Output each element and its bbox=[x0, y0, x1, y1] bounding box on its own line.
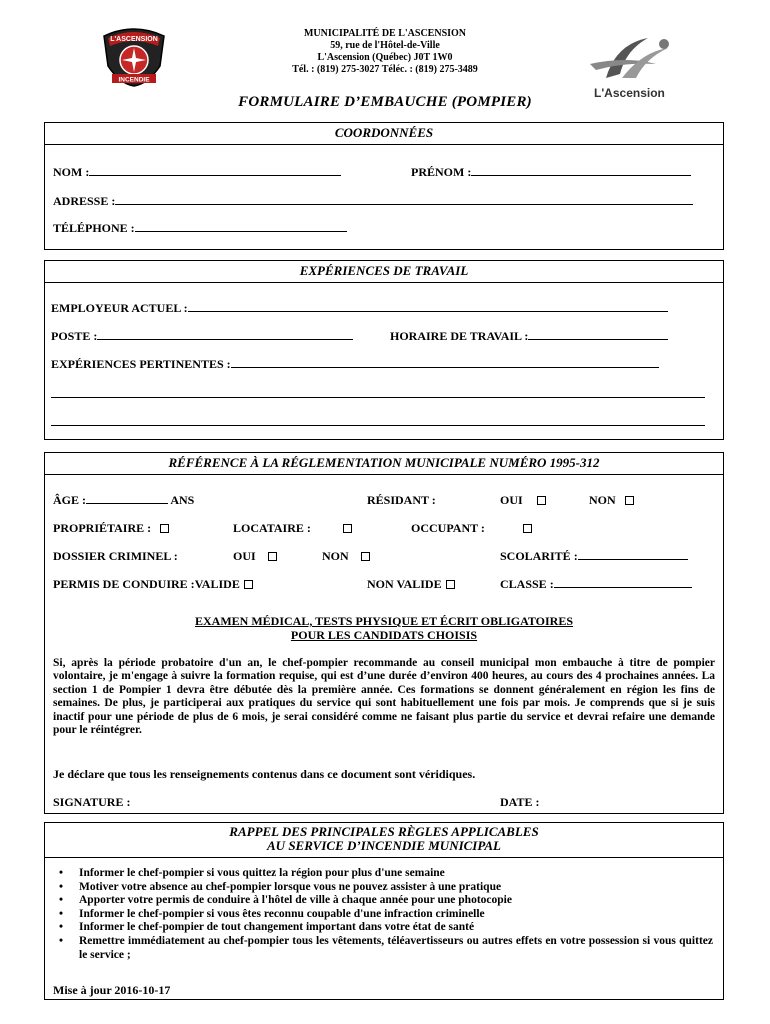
commitment-paragraph: Si, après la période probatoire d'un an, le chef-pompier recommande au conseil municipal mon embauche à titre de pompier volontaire, je m'engage à suivre la formation requise, qui est d’une durée d’environ 400 heures, au cours des 4 prochaines années. La section 1 de Pompier 1 devra être débutée dès la première année. Ces formations se donnent généralement en région les fins de semaines. De plus, je participerai aux pratiques du service qui sont habituellement une fois par mois. Je comprends que si je suis inactif pour une période de plus de 6 mois, je serai considéré comme ne faisant plus partie du service et devrai refaire une demande pour le réintégrer. bbox=[53, 657, 715, 737]
residant-oui-checkbox[interactable] bbox=[537, 496, 546, 505]
permis-non-valide-label: NON VALIDE bbox=[367, 577, 442, 591]
proprietaire-option bbox=[53, 521, 169, 536]
poste-field-row bbox=[51, 329, 353, 344]
update-date: Mise à jour 2016-10-17 bbox=[53, 983, 171, 997]
municipality-name: MUNICIPALITÉ DE L'ASCENSION bbox=[303, 28, 467, 39]
residant-non-option bbox=[589, 493, 634, 508]
classe-label: CLASSE : bbox=[500, 577, 554, 591]
logo-right-text: L'Ascension bbox=[594, 86, 665, 100]
locataire-option bbox=[233, 521, 352, 536]
poste-label: POSTE : bbox=[51, 329, 98, 343]
prenom-field-row bbox=[411, 165, 691, 180]
rules-heading-line-2: AU SERVICE D’INCENDIE MUNICIPAL bbox=[267, 838, 501, 853]
list-item: • Informer le chef-pompier de tout changement important dans votre état de santé bbox=[59, 921, 713, 935]
residant-label: RÉSIDANT : bbox=[367, 493, 436, 507]
list-item: • Informer le chef-pompier si vous quittez la région pour plus d'une semaine bbox=[59, 867, 713, 881]
permis-row bbox=[53, 577, 253, 592]
adresse-input-line[interactable] bbox=[115, 194, 693, 205]
dossier-oui-label: OUI bbox=[233, 549, 256, 563]
age-input-line[interactable] bbox=[86, 493, 168, 504]
classe-field-row bbox=[500, 577, 692, 592]
dossier-oui-checkbox[interactable] bbox=[268, 552, 277, 561]
horaire-input-line[interactable] bbox=[528, 329, 668, 340]
rules-reminder-heading bbox=[45, 823, 723, 858]
phone-fax: Tél. : (819) 275-3027 Téléc. : (819) 275-3489 bbox=[292, 64, 478, 75]
telephone-field-row bbox=[53, 221, 347, 236]
proprietaire-checkbox[interactable] bbox=[160, 524, 169, 533]
dossier-non-option bbox=[322, 549, 370, 564]
city-address: L'Ascension (Québec) J0T 1W0 bbox=[317, 52, 453, 63]
exam-title-line-2: POUR LES CANDIDATS CHOISIS bbox=[290, 628, 478, 642]
permis-label: PERMIS DE CONDUIRE : bbox=[53, 577, 195, 591]
municipality-address bbox=[240, 28, 530, 76]
work-experience-heading: EXPÉRIENCES DE TRAVAIL bbox=[45, 261, 723, 283]
age-label: ÂGE : bbox=[53, 493, 86, 507]
pertinentes-field-row bbox=[51, 357, 659, 372]
occupant-option bbox=[411, 521, 532, 536]
list-item: • Apporter votre permis de conduire à l'hôtel de ville à chaque année pour une photocopie bbox=[59, 894, 713, 908]
employeur-input-line[interactable] bbox=[188, 301, 668, 312]
rules-list bbox=[59, 867, 713, 962]
telephone-label: TÉLÉPHONE : bbox=[53, 221, 135, 235]
date-label: DATE : bbox=[500, 795, 540, 809]
horaire-label: HORAIRE DE TRAVAIL : bbox=[390, 329, 529, 343]
permis-valide-checkbox[interactable] bbox=[244, 580, 253, 589]
residant-oui-option bbox=[500, 493, 546, 508]
employeur-label: EMPLOYEUR ACTUEL : bbox=[51, 301, 188, 315]
dossier-non-label: NON bbox=[322, 549, 349, 563]
prenom-label: PRÉNOM : bbox=[411, 165, 472, 179]
street-address: 59, rue de l'Hôtel-de-Ville bbox=[330, 40, 440, 51]
form-title: FORMULAIRE D’EMBAUCHE (POMPIER) bbox=[238, 94, 532, 110]
residant-oui-label: OUI bbox=[500, 493, 523, 507]
letterhead bbox=[0, 22, 770, 100]
rules-heading-line-1: RAPPEL DES PRINCIPALES RÈGLES APPLICABLES bbox=[229, 824, 539, 839]
permis-non-valide-checkbox[interactable] bbox=[446, 580, 455, 589]
residant-non-label: NON bbox=[589, 493, 616, 507]
exam-title-line-1: EXAMEN MÉDICAL, TESTS PHYSIQUE ET ÉCRIT OBLIGATOIRES bbox=[195, 614, 573, 628]
permis-non-valide-option bbox=[367, 577, 455, 592]
dossier-oui-option bbox=[233, 549, 277, 564]
nom-field-row bbox=[53, 165, 341, 180]
age-field-row bbox=[53, 493, 194, 508]
dossier-label: DOSSIER CRIMINEL : bbox=[53, 549, 178, 563]
nom-input-line[interactable] bbox=[89, 165, 341, 176]
contact-info-section bbox=[44, 122, 724, 250]
pertinentes-label: EXPÉRIENCES PERTINENTES : bbox=[51, 357, 231, 371]
signature-label: SIGNATURE : bbox=[53, 795, 131, 809]
adresse-field-row bbox=[53, 194, 693, 209]
adresse-label: ADRESSE : bbox=[53, 194, 116, 208]
logo-left-top-text: L'ASCENSION bbox=[110, 36, 158, 43]
logo-left-bottom-text: INCENDIE bbox=[118, 76, 150, 84]
occupant-label: OCCUPANT : bbox=[411, 521, 485, 535]
fire-department-badge-logo bbox=[98, 26, 170, 88]
nom-label: NOM : bbox=[53, 165, 90, 179]
dossier-non-checkbox[interactable] bbox=[361, 552, 370, 561]
pertinentes-extra-line-1[interactable] bbox=[51, 397, 705, 398]
proprietaire-label: PROPRIÉTAIRE : bbox=[53, 521, 152, 535]
residant-row bbox=[367, 493, 436, 508]
locataire-checkbox[interactable] bbox=[343, 524, 352, 533]
list-item: • Motiver votre absence au chef-pompier lorsque vous ne pouvez assister à une pratique bbox=[59, 881, 713, 895]
scolarite-field-row bbox=[500, 549, 688, 564]
list-item: • Informer le chef-pompier si vous êtes reconnu coupable d'une infraction criminelle bbox=[59, 908, 713, 922]
horaire-field-row bbox=[390, 329, 668, 344]
rules-reminder-section bbox=[44, 822, 724, 1000]
list-item: • Remettre immédiatement au chef-pompier tous les vêtements, téléavertisseurs ou autres effets en votre possession si vous quittez le service ; bbox=[59, 935, 713, 962]
dossier-criminel-row bbox=[53, 549, 178, 564]
work-experience-section bbox=[44, 260, 724, 440]
locataire-label: LOCATAIRE : bbox=[233, 521, 311, 535]
prenom-input-line[interactable] bbox=[471, 165, 691, 176]
occupant-checkbox[interactable] bbox=[523, 524, 532, 533]
ans-label: ANS bbox=[170, 493, 195, 507]
regulation-reference-heading: RÉFÉRENCE À LA RÉGLEMENTATION MUNICIPALE NUMÉRO 1995-312 bbox=[45, 453, 723, 475]
contact-info-heading: COORDONNÉES bbox=[45, 123, 723, 145]
permis-valide-label: VALIDE bbox=[194, 577, 240, 591]
employeur-field-row bbox=[51, 301, 668, 316]
declaration-text: Je déclare que tous les renseignements contenus dans ce document sont véridiques. bbox=[53, 767, 476, 781]
poste-input-line[interactable] bbox=[97, 329, 353, 340]
scolarite-input-line[interactable] bbox=[578, 549, 688, 560]
telephone-input-line[interactable] bbox=[135, 221, 347, 232]
regulation-reference-section bbox=[44, 452, 724, 814]
pertinentes-input-line[interactable] bbox=[231, 357, 659, 368]
residant-non-checkbox[interactable] bbox=[625, 496, 634, 505]
pertinentes-extra-line-2[interactable] bbox=[51, 425, 705, 426]
classe-input-line[interactable] bbox=[554, 577, 692, 588]
scolarite-label: SCOLARITÉ : bbox=[500, 549, 578, 563]
